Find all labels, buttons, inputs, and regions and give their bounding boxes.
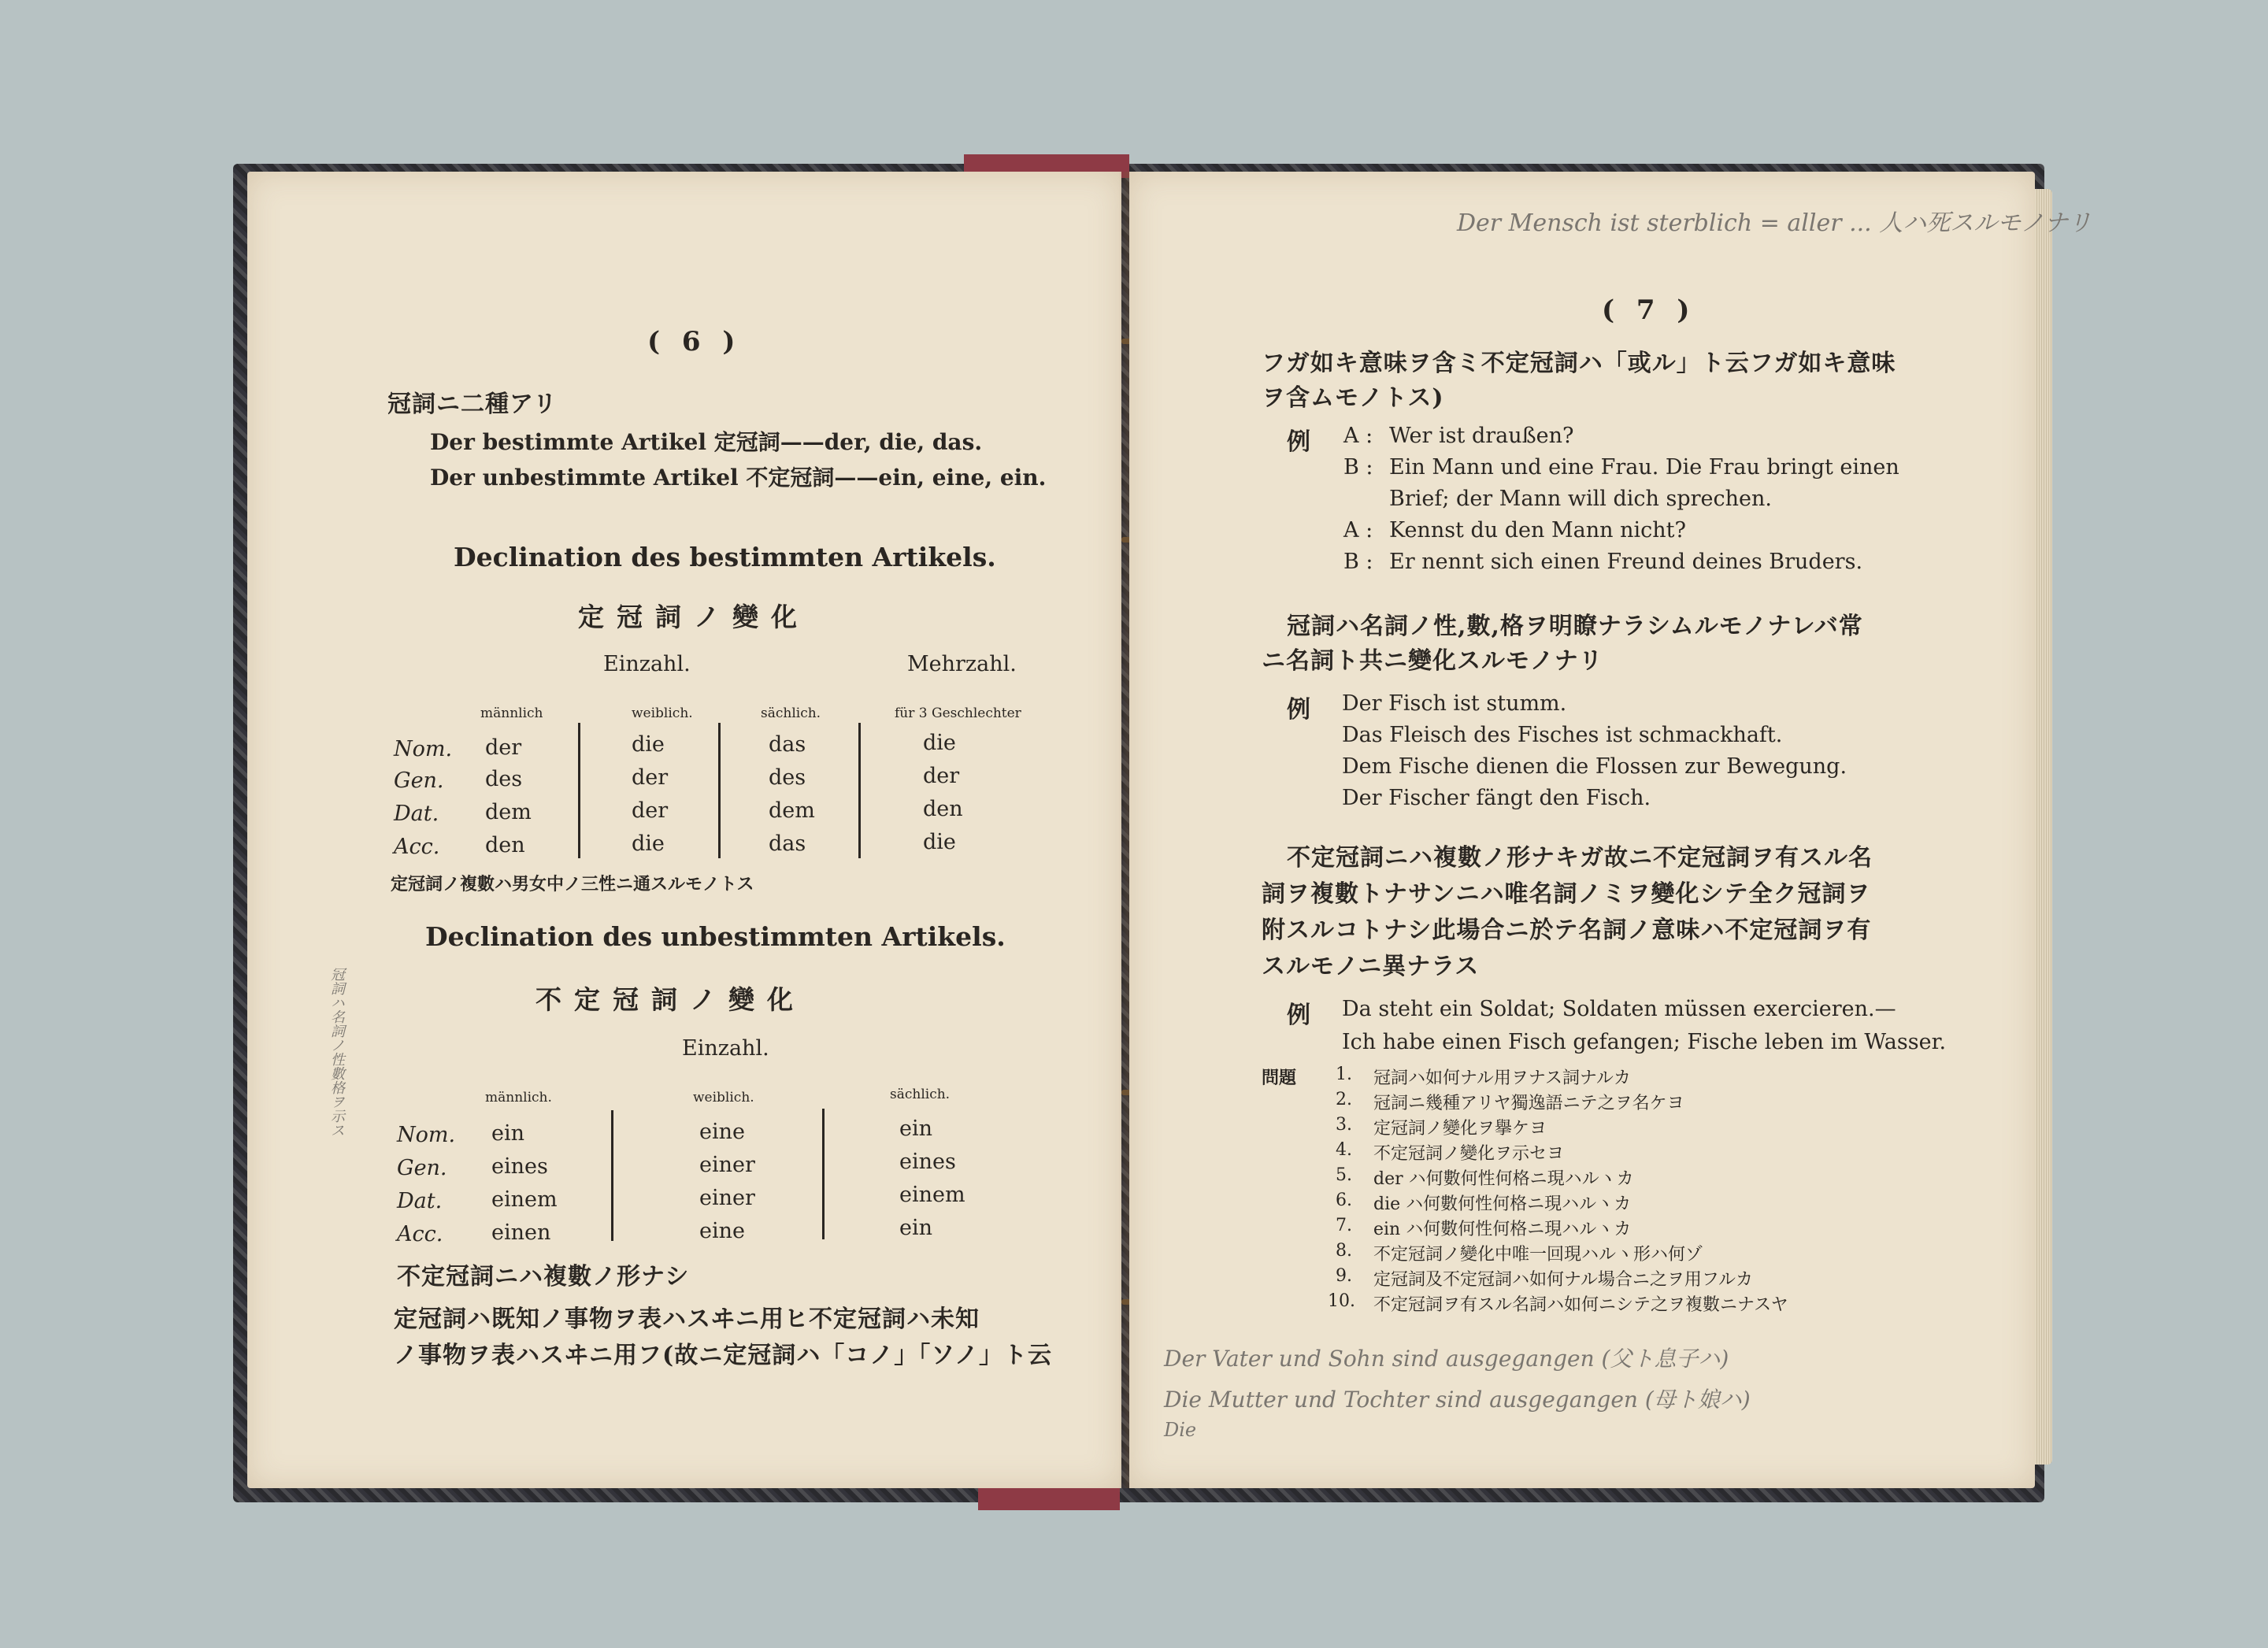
handwritten-note: Der Vater und Sohn sind ausgegangen (父ト息子ハ) [1164,1346,1729,1372]
table-divider [858,723,861,858]
speaker: A : [1343,424,1373,448]
example-sentence: Das Fleisch des Fisches ist schmackhaft. [1342,723,1783,747]
dialogue-line: Wer ist draußen? [1389,424,1574,448]
paragraph-line: ノ事物ヲ表ハスヰニ用フ(故ニ定冠詞ハ「コノ」「ソノ」ト云 [394,1342,1052,1369]
right-page [1129,172,2092,1488]
paragraph-line: スルモノニ異ナラス [1262,953,1480,980]
case-label: Acc. [397,1222,443,1246]
question-number: 4. [1336,1140,1352,1160]
table-cell: einen [491,1220,551,1245]
dialogue-line: Kennst du den Mann nicht? [1389,518,1686,543]
table-cell: das [769,831,806,856]
table-divider [822,1109,825,1239]
example-sentence: Da steht ein Soldat; Soldaten müssen exercieren.— [1342,997,1896,1021]
question-text: der ハ何數何性何格ニ現ハルヽカ [1373,1169,1634,1189]
case-label: Nom. [394,737,453,761]
example-sentence: Der Fischer fängt den Fisch. [1342,786,1651,810]
question-text: 定冠詞及不定冠詞ハ如何ナル場合ニ之ヲ用フルカ [1373,1270,1754,1290]
heading-definite-jp: 定冠詞ノ變化 [578,602,810,632]
table-cell: der [632,798,669,823]
table-cell: einem [899,1183,965,1207]
question-number: 7. [1336,1216,1352,1235]
question-number: 8. [1336,1241,1352,1261]
questions-label: 問題 [1262,1068,1297,1088]
case-label: Dat. [397,1189,443,1213]
question-number: 6. [1336,1191,1352,1210]
example-sentence: Ich habe einen Fisch gefangen; Fische leben im Wasser. [1342,1030,1947,1054]
case-label: Dat. [394,802,439,826]
example-label: 例 [1287,1002,1310,1029]
question-text: 不定冠詞ノ變化中唯一回現ハルヽ形ハ何ゾ [1373,1245,1703,1265]
page-number: ( 6 ) [647,326,742,357]
margin-annotation: 冠詞ハ名詞ノ性數格ヲ示ス [328,967,345,1137]
question-number: 1. [1336,1065,1352,1084]
gender-label: für 3 Geschlechter [895,705,1021,721]
page-edges [2035,189,2052,1465]
table-cell: einer [699,1186,755,1210]
paragraph-line: 詞ヲ複數トナサンニハ唯名詞ノミヲ變化シテ全ク冠詞ヲ [1262,880,1871,908]
table-cell: dem [485,800,532,824]
example-sentence: Der Fisch ist stumm. [1342,691,1567,716]
paragraph-line: 附スルコトナシ此場合ニ於テ名詞ノ意味ハ不定冠詞ヲ有 [1262,917,1872,944]
paragraph-line: 冠詞ハ名詞ノ性,數,格ヲ明瞭ナラシムルモノナレバ常 [1287,613,1863,640]
open-book [233,154,2092,1510]
case-label: Nom. [397,1123,456,1147]
table-cell: die [923,731,956,755]
no-plural-text: 不定冠詞ニハ複數ノ形ナシ [397,1263,690,1291]
table-cell: eine [699,1120,745,1144]
table-cell: ein [491,1121,525,1146]
handwritten-note: Die Mutter und Tochter sind ausgegangen (母ト娘ハ) [1164,1387,1751,1413]
table-divider [578,723,580,858]
paragraph-line: ニ名詞ト共ニ變化スルモノナリ [1262,647,1603,675]
table-divider [611,1110,613,1241]
gender-label: männlich [480,705,543,721]
question-text: die ハ何數何性何格ニ現ハルヽカ [1373,1194,1632,1214]
question-number: 9. [1336,1266,1352,1286]
gender-label: männlich. [485,1090,552,1105]
question-number: 5. [1336,1165,1352,1185]
intro-text: 冠詞ニ二種アリ [387,391,558,418]
left-page [247,172,1121,1488]
paragraph-line: ヲ含ムモノトス) [1262,384,1444,412]
speaker: B : [1343,550,1373,574]
example-label: 例 [1287,696,1310,724]
gender-label: sächlich. [890,1087,951,1102]
question-text: 不定冠詞ヲ有スル名詞ハ如何ニシテ之ヲ複數ニナスヤ [1373,1295,1788,1315]
article-definite: Der bestimmte Artikel 定冠詞——der, die, das. [430,429,983,455]
table-cell: das [769,732,806,757]
table-cell: ein [899,1117,933,1141]
singular-label: Einzahl. [682,1036,769,1061]
question-text: 冠詞ニ幾種アリヤ獨逸語ニテ之ヲ名ケヨ [1373,1094,1684,1113]
table-cell: der [632,765,669,790]
speaker: A : [1343,518,1373,543]
table-cell: die [923,830,956,854]
question-number: 3. [1336,1115,1352,1135]
question-number: 2. [1336,1090,1352,1109]
table-cell: den [485,833,525,857]
dialogue-line: Er nennt sich einen Freund deines Bruders. [1389,550,1863,574]
heading-indefinite-jp: 不定冠詞ノ變化 [536,984,806,1015]
dialogue-line: Brief; der Mann will dich sprechen. [1389,487,1772,511]
case-label: Gen. [394,768,444,793]
gender-label: weiblich. [632,705,693,721]
table-cell: der [923,764,960,788]
example-label: 例 [1287,428,1310,456]
question-number: 10. [1328,1291,1355,1311]
table-cell: dem [769,798,815,823]
heading-definite: Declination des bestimmten Artikels. [454,542,996,572]
question-text: 冠詞ハ如何ナル用ヲナス詞ナルカ [1373,1068,1631,1088]
table-cell: des [485,767,523,791]
plural-label: Mehrzahl. [907,652,1017,676]
table-divider [718,723,721,858]
question-text: ein ハ何數何性何格ニ現ハルヽカ [1373,1220,1632,1239]
table-cell: den [923,797,963,821]
heading-indefinite: Declination des unbestimmten Artikels. [425,921,1006,952]
table-cell: der [485,735,522,760]
gender-label: weiblich. [693,1090,754,1105]
table-cell: die [632,831,665,856]
dialogue-line: Ein Mann und eine Frau. Die Frau bringt einen [1389,455,1899,480]
gender-label: sächlich. [761,705,821,721]
paragraph-line: フガ如キ意味ヲ含ミ不定冠詞ハ「或ル」ト云フガ如キ意味 [1262,350,1896,377]
paragraph-line: 不定冠詞ニハ複數ノ形ナキガ故ニ不定冠詞ヲ有スル名 [1287,844,1873,872]
speaker: B : [1343,455,1373,480]
case-label: Gen. [397,1156,447,1180]
table-cell: eine [699,1219,745,1243]
paragraph-line: 定冠詞ハ既知ノ事物ヲ表ハスヰニ用ヒ不定冠詞ハ未知 [394,1305,980,1333]
article-indefinite: Der unbestimmte Artikel 不定冠詞——ein, eine, ein. [430,465,1047,491]
table-cell: des [769,765,806,790]
table-cell: eines [491,1154,548,1179]
case-label: Acc. [394,835,440,859]
handwritten-note: Der Mensch ist sterblich = aller ... 人ハ死スルモノナリ [1457,209,2092,237]
table-cell: die [632,732,665,757]
table-cell: einer [699,1153,755,1177]
example-sentence: Dem Fische dienen die Flossen zur Bewegung. [1342,754,1847,779]
question-text: 不定冠詞ノ變化ヲ示セヨ [1373,1144,1565,1164]
plural-note: 定冠詞ノ複數ハ男女中ノ三性ニ通スルモノトス [391,874,754,894]
table-cell: eines [899,1150,956,1174]
page-number: ( 7 ) [1602,294,1696,326]
handwritten-note: Die [1164,1419,1197,1441]
table-cell: einem [491,1187,558,1212]
table-cell: ein [899,1216,933,1240]
question-text: 定冠詞ノ變化ヲ擧ケヨ [1373,1119,1547,1139]
singular-label: Einzahl. [603,652,691,676]
